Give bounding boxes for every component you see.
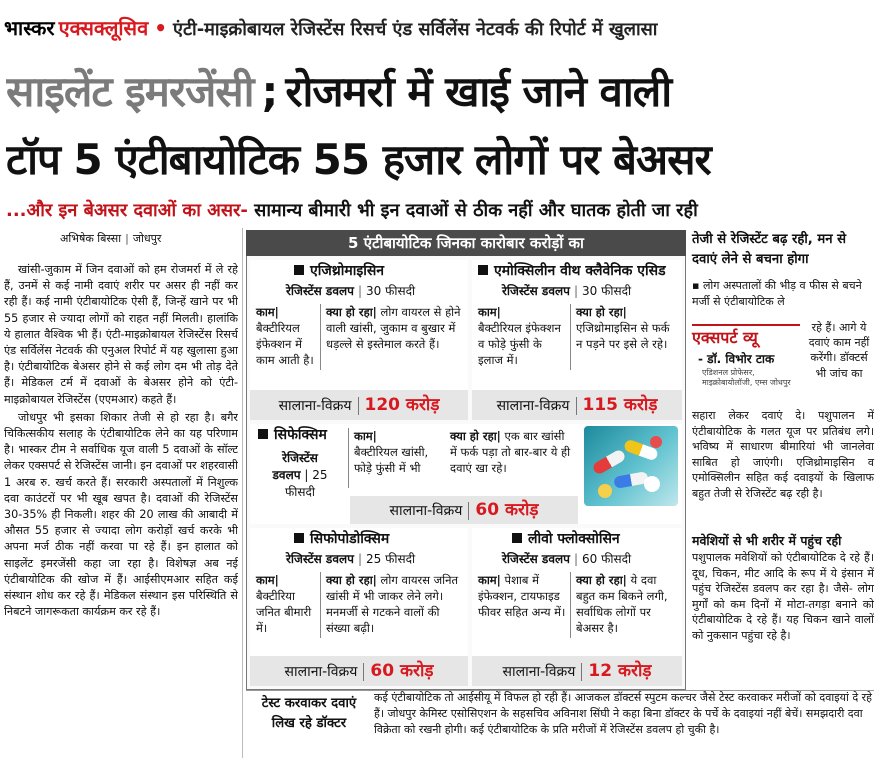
annual-sales — [250, 390, 468, 420]
sales-amount: 12 करोड़ — [588, 661, 652, 681]
drug-card-cefpodoxime — [250, 528, 468, 686]
expert-title: एक्सपर्ट व्यू — [692, 328, 758, 347]
header-strip — [4, 8, 874, 48]
resistance-label: रेजिस्टेंस डवलप — [502, 284, 570, 298]
capsule-icon — [591, 448, 626, 475]
exclusive-label: एक्सक्लूसिव — [58, 16, 149, 40]
happening-label: क्या हो रहा| — [576, 305, 627, 319]
sales-amount: 60 करोड़ — [370, 661, 434, 681]
work-label: काम| — [478, 305, 501, 319]
tablet-icon — [644, 476, 660, 492]
divider — [320, 572, 321, 638]
divider — [570, 304, 571, 370]
divider — [570, 572, 571, 638]
annual-sales — [472, 390, 682, 420]
right-text-2: रहे हैं। आगे ये दवाएं काम नहीं करेंगी। डॉक्टर्स भी जांच का — [808, 321, 870, 380]
header-subtitle: एंटी-माइक्रोबायल रेजिस्टेंस रिसर्च एंड सर्विलेंस नेटवर्क की रिपोर्ट में खुलासा — [173, 19, 658, 40]
expert-name: - डॉ. विभोर टाक — [698, 352, 775, 366]
headline-line2: टॉप 5 एंटीबायोटिक 55 हजार लोगों पर बेअसर — [6, 135, 711, 184]
happening-value: लोग वायरल से होने वाली खांसी, जुकाम व बुखार में धड़ल्ले से इस्तेमाल करते हैं। — [326, 305, 461, 351]
right-text-4: पशुपालक मवेशियों को एंटीबायोटिक दे रहे हैं। दूध, चिकन, मीट आदि के रूप में ये इंसान में पहुंच रेजिस्टेंस डवलप कर रहा है। जैसे- लोग मुर्गों को कम दिनों में मोटा-तगड़ा बनाने को एंटीबायोटिक दे रहे हैं। यह चिकन खाने वालों को नुकसान पहुंचा रहे है। — [692, 551, 874, 642]
sales-divider — [576, 397, 577, 415]
resistance-number: 25 — [312, 468, 328, 482]
byline-city: जोधपुर — [132, 232, 162, 245]
left-paragraph-1: खांसी-जुकाम में जिन दवाओं को हम रोजमर्रा में ले रहे हैं, उनमें से कई नामी दवाएं शरीर पर असर ही नहीं कर रही हैं। कई नामी एंटीबायोटिक ऐसी हैं, जिन्हें खाने पर भी 55 हजार से ज्यादा लोगों को राहत नहीं मिलती। हालांकि ये हालात वैश्विक भी हैं। एंटी-माइक्रोबायल रेजिस्टेंस रिसर्च एंड सर्विलेंस नेटवर्क की एनुअल रिपोर्ट में यह खुलासा हुआ है। एंटीबायोटिक बेअसर होने से कई लोग दम भी तोड़ देते हैं। मेडिकल टर्म में दवाओं के बेअसर होने को एंटी-माइक्रोबायल रेजिस्टेंस (एएमआर) कहते हैं। — [4, 263, 238, 406]
resistance-label-line1: रेजिस्टेंस — [282, 451, 318, 465]
work-text — [478, 572, 568, 620]
resistance-pipe: | — [304, 468, 309, 482]
resistance-pipe: | — [573, 284, 579, 298]
happening-text — [576, 304, 678, 352]
annual-sales — [350, 496, 578, 524]
work-label: काम| — [354, 429, 377, 443]
drug-name-text: एजिथ्रोमाइसिन — [310, 263, 385, 279]
sales-divider — [468, 502, 469, 520]
right-column — [692, 230, 874, 690]
work-text — [478, 304, 568, 368]
square-bullet-icon — [478, 265, 488, 275]
resistance-line — [250, 550, 468, 568]
sales-amount: 115 करोड़ — [582, 395, 658, 415]
byline-author: अभिषेक बिस्सा — [60, 232, 122, 245]
drug-name — [250, 260, 468, 282]
expert-designation: एडिशनल प्रोफेसर, माइक्रोबायोलॉजी, एम्स जोधपुर — [702, 368, 791, 387]
left-paragraph-2: जोधपुर भी इसका शिकार तेजी से हो रहा है। बगैर चिकित्सकीय सलाह के एंटीबायोटिक लेने का यह परिणाम है। भास्कर टीम ने सर्वाधिक यूज वाली 5 दवाओं के सॉल्ट लेकर एक्सपर्ट से रेजिस्टेंस जानी। इन दवाओं पर शहरवासी 1 अरब रु. खर्च करते हैं। सरकारी अस्पतालों में निशुल्क दवा काउंटरों पर भी खूब खपत है। दवाओं की रेजिस्टेंस 30-35% ही निकली। शहर की 20 लाख की आबादी में औसत 55 हजार से ज्यादा लोग करोड़ों खर्च करके भी अपना मर्ज ठीक नहीं करवा पा रहे हैं। इन हालात को साइलेंट इमरजेंसी कहा जा रहा है। विशेषज्ञ अब नई एंटीबायोटिक की खोज में हैं। आईसीएमआर सहित कई संस्थान शोध कर रहे हैं। मेडिकल संस्थान इस परिस्थिति से निबटने जागरूकता कार्यक्रम कर रहे हैं। — [4, 410, 238, 619]
sales-label: सालाना-विक्रय — [284, 664, 358, 680]
drug-name — [250, 424, 346, 446]
happening-label: क्या हो रहा| — [326, 573, 377, 587]
square-bullet-icon — [512, 533, 522, 543]
drug-name-text: लीवो फ्लोक्सोसिन — [528, 531, 620, 547]
resistance-label: रेजिस्टेंस डवलप — [286, 552, 354, 566]
header-bullet: • — [154, 16, 167, 40]
square-bullet-icon — [294, 265, 304, 275]
sales-amount: 120 करोड़ — [364, 395, 440, 415]
annual-sales — [250, 656, 468, 686]
right-text-3: सहारा लेकर दवाएं दे। पशुपालन में एंटीबायोटिक के गलत यूज पर प्रतिबंध लगे। भविष्य में साधारण बीमारियां भी जानलेवा साबित हो जाएंगी। एजिथ्रोमाइसिन व एमोक्सिलीन सहित कई दवाइयों के खिलाफ बहुत तेजी से रेजिस्टेंट बढ़ रही है। — [692, 409, 874, 500]
deck-red: ...और इन बेअसर दवाओं का असर- — [6, 200, 248, 221]
work-label: काम| — [256, 305, 279, 319]
resistance-unit: फीसदी — [285, 485, 315, 499]
bottom-text: कई एंटीबायोटिक तो आईसीयू में विफल हो रही हैं। आजकल डॉक्टर्स स्पुटम कल्चर जैसे टेस्ट करवाकर मरीजों को दवाइयां दे रहे हैं। जोधपुर केमिस्ट एसोसिएशन के सहसचिव अविनाश सिंघी ने कहा बिना डॉक्टर के पर्चे के दवाइयां नहीं बेचें। समझदारी दवा विक्रेता को रखनी होगी। कई एंटीबायोटिक के प्रति मरीजों में रेजिस्टेंस डवलप हो चुकी है। — [374, 691, 873, 736]
happening-label: क्या हो रहा| — [576, 573, 627, 587]
divider — [320, 304, 321, 370]
happening-text — [326, 572, 464, 636]
resistance-line — [250, 282, 468, 300]
box-title: 5 एंटीबायोटिक जिनका कारोबार करोड़ों का — [246, 230, 686, 256]
resistance-value: 30 फीसदी — [366, 284, 416, 298]
tablet-icon — [650, 436, 662, 448]
sales-divider — [358, 397, 359, 415]
deck-black: सामान्य बीमारी भी इन दवाओं से ठीक नहीं और घातक होती जा रही — [254, 200, 698, 221]
work-text — [256, 304, 316, 368]
sales-divider — [581, 663, 582, 681]
tablet-icon — [598, 484, 612, 498]
resistance-label-line2: डवलप — [272, 468, 301, 482]
resistance-line — [472, 282, 682, 300]
work-text — [256, 572, 316, 636]
resistance-label: रेजिस्टेंस डवलप — [502, 552, 570, 566]
drug-name — [472, 528, 682, 550]
happening-value: ये दवा बहुत कम बिकने लगी, सर्वाधिक लोगों पर बेअसर है। — [576, 573, 668, 635]
drug-name-text: एमोक्सिलीन वीथ क्लैवेनिक एसिड — [494, 263, 666, 279]
expert-view — [692, 324, 800, 404]
work-label: काम| — [478, 573, 501, 587]
sales-amount: 60 करोड़ — [475, 500, 539, 520]
byline-sep: | — [125, 232, 129, 245]
deck — [6, 194, 872, 228]
right-text-1-value: लोग अस्पतालों की भीड़ व फीस से बचने मर्जी से एंटीबायोटिक ले — [692, 279, 862, 308]
happening-label: क्या हो रहा| — [450, 429, 501, 443]
happening-text — [576, 572, 678, 636]
resistance-value: 25 फीसदी — [366, 552, 416, 566]
headline-part2: रोजमर्रा में खाई जाने वाली — [285, 67, 672, 116]
drug-name-text: सिफेक्सिम — [274, 427, 327, 443]
left-article — [4, 262, 238, 738]
drug-card-amoxicillin — [472, 260, 682, 420]
sales-label: सालाना-विक्रय — [278, 398, 352, 414]
right-heading: तेजी से रेजिस्टेंट बढ़ रही, मन से दवाएं लेने से बचना होगा — [692, 232, 847, 267]
column-rule — [242, 228, 243, 758]
annual-sales — [472, 656, 682, 686]
byline — [60, 230, 240, 248]
drug-card-azithromycin — [250, 260, 468, 420]
right-subheading: मवेशियों से भी शरीर में पहुंच रही — [692, 533, 842, 548]
divider — [348, 428, 349, 488]
resistance-pipe: | — [573, 552, 579, 566]
happening-value: एक बार खांसी में फर्क पड़ा तो बार-बार ये ही दवाएं खा रहे। — [450, 429, 571, 475]
sales-label: सालाना-विक्रय — [502, 664, 576, 680]
resistance-pipe: | — [357, 284, 363, 298]
happening-text — [326, 304, 464, 352]
work-value: पेशाब में इंफेक्शन, टायफाइड फीवर सहित अन्य में। — [478, 573, 566, 619]
drug-card-cefixime — [250, 424, 682, 524]
brand-name: भास्कर — [4, 16, 55, 40]
work-value: बैक्टीरिया जनित बीमारी में। — [256, 589, 312, 635]
work-value: बैक्टीरियल खांसी, फोड़े फुंसी में भी — [354, 445, 429, 475]
resistance-value: 30 फीसदी — [582, 284, 632, 298]
resistance-line — [472, 550, 682, 568]
square-bullet-icon — [258, 429, 268, 439]
happening-label: क्या हो रहा| — [326, 305, 377, 319]
work-text — [354, 428, 444, 476]
drug-name — [250, 528, 468, 550]
work-value: बैक्टीरियल इंफेक्शन व फोड़े फुंसी के इलाज में। — [478, 321, 561, 367]
resistance-value: 60 फीसदी — [582, 552, 632, 566]
headline-silent-emergency: साइलेंट इमरजेंसी — [6, 67, 254, 116]
work-label: काम| — [256, 573, 279, 587]
right-text-1: ▪ लोग अस्पतालों की भीड़ व फीस से बचने मर्जी से एंटीबायोटिक ले — [692, 279, 862, 308]
drug-name — [472, 260, 682, 282]
pills-image — [584, 426, 678, 506]
sales-label: सालाना-विक्रय — [389, 503, 463, 519]
resistance-label: रेजिस्टेंस डवलप — [286, 284, 354, 298]
happening-value: एजिथ्रोमाइसिन से फर्क न पड़ने पर इसे ले रहे। — [576, 321, 670, 351]
sales-divider — [363, 663, 364, 681]
bottom-heading: टेस्ट करवाकर दवाएं लिख रहे डॉक्टर — [261, 696, 357, 731]
sales-label: सालाना-विक्रय — [496, 398, 570, 414]
happening-text — [450, 428, 574, 476]
headline-separator: ; — [261, 67, 278, 116]
square-bullet-icon — [294, 533, 304, 543]
resistance-pipe: | — [357, 552, 363, 566]
headline-line1 — [6, 56, 872, 128]
resistance-block — [254, 450, 346, 501]
work-value: बैक्टीरियल इंफेक्शन में काम आती है। — [256, 321, 314, 367]
drug-card-levofloxacin — [472, 528, 682, 686]
happening-value: लोग वायरस जनित खांसी में भी जाकर लेने लगे। मनमर्जी से गटकने वालों की संख्या बढ़ी। — [326, 573, 459, 635]
drug-name-text: सिफोपोडोक्सिम — [310, 531, 390, 547]
